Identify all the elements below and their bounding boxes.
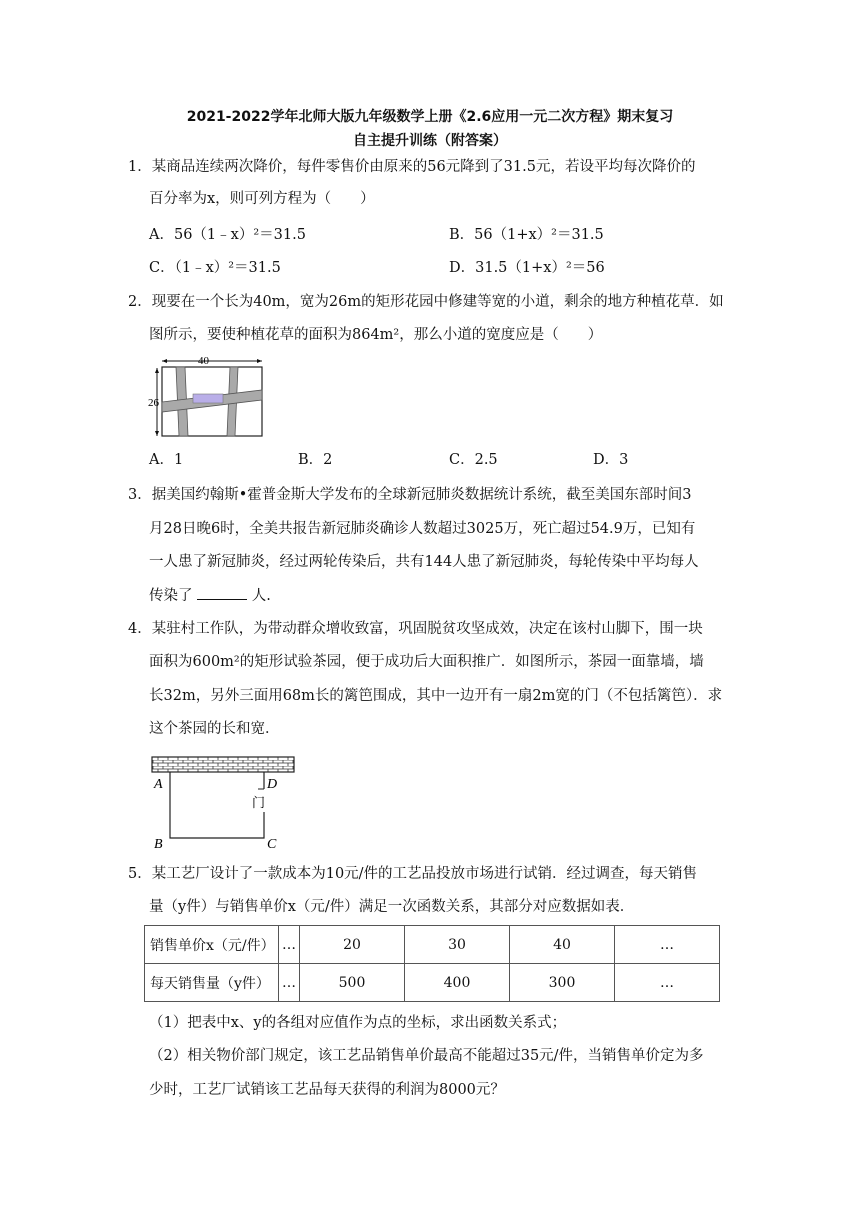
table-cell: 40 — [510, 926, 615, 964]
table-cell: … — [279, 926, 300, 964]
table-cell: … — [615, 926, 720, 964]
table-row — [145, 964, 720, 1002]
q4-stem-line3: 长32m，另外三面用68m长的篱笆围成，其中一边开有一扇2m宽的门（不包括篱笆）．求 — [149, 688, 723, 704]
q4-stem-line2: 面积为600m²的矩形试验茶园，便于成功后大面积推广．如图所示，茶园一面靠墙，墙 — [149, 654, 704, 670]
garden-path-figure — [148, 354, 270, 438]
price-sales-table — [144, 925, 720, 1002]
q2-stem-line1: 2．现要在一个长为40m，宽为26m的矩形花园中修建等宽的小道，剩余的地方种植花草．如 — [128, 294, 724, 310]
table-cell: 500 — [300, 964, 405, 1002]
q1-option-a: A．56（1﹣x）²＝31.5 — [149, 227, 306, 243]
doc-title-line1: 2021-2022学年北师大版九年级数学上册《2.6应用一元二次方程》期末复习 — [186, 109, 674, 125]
q2-option-b: B．2 — [298, 452, 333, 468]
table-row — [145, 926, 720, 964]
q5-subquestion-2-line1: （2）相关物价部门规定，该工艺品销售单价最高不能超过35元/件，当销售单价定为多 — [149, 1048, 704, 1064]
figure-width-label: 40 — [198, 355, 209, 367]
q2-option-d: D．3 — [593, 452, 629, 468]
point-a-label: A — [154, 777, 163, 792]
figure-height-label: 26 — [148, 397, 159, 409]
q5-subquestion-1: （1）把表中x、y的各组对应值作为点的坐标，求出函数关系式； — [149, 1015, 567, 1031]
q5-stem-line2: 量（y件）与销售单价x（元/件）满足一次函数关系，其部分对应数据如表． — [149, 899, 635, 915]
door-label: 门 — [252, 796, 266, 811]
q3-line4-prefix: 传染了 — [149, 588, 193, 604]
q3-stem-line4 — [149, 585, 271, 606]
table-cell: … — [279, 964, 300, 1002]
q5-stem-line1: 5．某工艺厂设计了一款成本为10元/件的工艺品投放市场进行试销．经过调查，每天销售 — [128, 866, 698, 882]
point-d-label: D — [267, 777, 278, 792]
q1-stem-line2: 百分率为x，则可列方程为（ ） — [149, 191, 375, 207]
table-cell: 20 — [300, 926, 405, 964]
point-b-label: B — [154, 837, 163, 852]
q3-answer-blank — [197, 585, 247, 600]
table-cell: 30 — [405, 926, 510, 964]
table-cell: 每天销售量（y件） — [145, 964, 279, 1002]
q2-option-c: C．2.5 — [449, 452, 498, 468]
q2-stem-line2: 图所示，要使种植花草的面积为864m²，那么小道的宽度应是（ ） — [149, 327, 603, 343]
table-cell: 400 — [405, 964, 510, 1002]
doc-title-line2: 自主提升训练（附答案） — [353, 133, 507, 149]
q1-option-b: B．56（1+x）²＝31.5 — [449, 227, 604, 243]
q3-stem-line3: 一人患了新冠肺炎，经过两轮传染后，共有144人患了新冠肺炎，每轮传染中平均每人 — [149, 554, 699, 570]
tea-garden-figure — [148, 754, 296, 852]
q1-stem-line1: 1．某商品连续两次降价，每件零售价由原来的56元降到了31.5元，若设平均每次降价的 — [128, 159, 696, 175]
point-c-label: C — [267, 837, 277, 852]
q1-option-c: C．（1﹣x）²＝31.5 — [149, 260, 281, 276]
q5-subquestion-2-line2: 少时，工艺厂试销该工艺品每天获得的利润为8000元？ — [149, 1082, 505, 1098]
table-cell: … — [615, 964, 720, 1002]
q3-stem-line1: 3．据美国约翰斯•霍普金斯大学发布的全球新冠肺炎数据统计系统，截至美国东部时间3 — [128, 487, 692, 503]
q4-stem-line1: 4．某驻村工作队，为带动群众增收致富，巩固脱贫攻坚成效，决定在该村山脚下，围一块 — [128, 621, 703, 637]
table-cell: 销售单价x（元/件） — [145, 926, 279, 964]
q3-stem-line2: 月28日晚6时，全美共报告新冠肺炎确诊人数超过3025万，死亡超过54.9万，已知有 — [149, 521, 696, 537]
table-cell: 300 — [510, 964, 615, 1002]
q4-stem-line4: 这个茶园的长和宽． — [149, 721, 280, 737]
q2-option-a: A．1 — [149, 452, 184, 468]
q3-line4-suffix: 人. — [251, 588, 271, 604]
q1-option-d: D．31.5（1+x）²＝56 — [449, 260, 605, 276]
